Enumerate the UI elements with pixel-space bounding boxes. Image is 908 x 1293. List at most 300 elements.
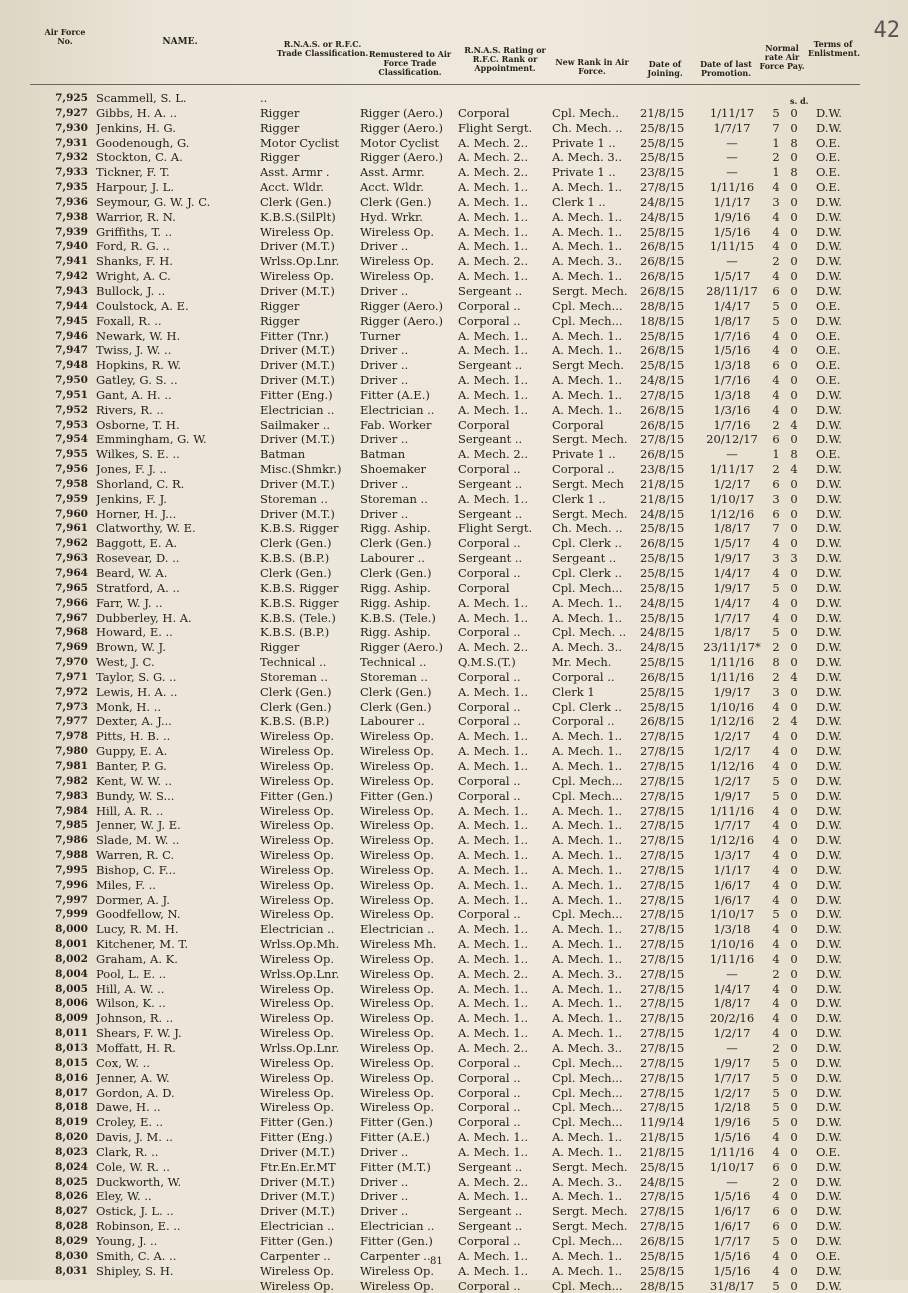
row-name: Griffiths, T. ..: [96, 225, 246, 240]
row-pay-shillings: 4: [770, 239, 782, 254]
row-new-rank: Cpl. Mech...: [552, 581, 638, 596]
row-remustered: Wireless Op.: [360, 967, 456, 982]
row-pay-pence: 0: [788, 982, 800, 997]
row-new-rank: A. Mech. 1..: [552, 818, 638, 833]
row-terms: D.W.: [816, 521, 862, 536]
row-date-last-promotion: 1/12/16: [700, 833, 764, 848]
row-terms: D.W.: [816, 581, 862, 596]
row-new-rank: Sergt. Mech.: [552, 1160, 638, 1175]
row-name: Stratford, A. ..: [96, 581, 246, 596]
row-pay-pence: 0: [788, 1279, 800, 1293]
row-remustered: Hyd. Wrkr.: [360, 210, 456, 225]
row-date-joining: 27/8/15: [640, 744, 698, 759]
row-rnas-trade: Wireless Op.: [260, 1056, 356, 1071]
row-terms: D.W.: [816, 714, 862, 729]
row-pay-shillings: 4: [770, 596, 782, 611]
row-remustered: Rigg. Aship.: [360, 625, 456, 640]
row-remustered: Wireless Op.: [360, 1056, 456, 1071]
row-air-force-no: 8,013: [30, 1041, 88, 1056]
row-terms: D.W.: [816, 1219, 862, 1234]
row-date-last-promotion: 1/7/17: [700, 1071, 764, 1086]
row-rnas-trade: Wrlss.Op.Lnr.: [260, 1041, 356, 1056]
row-rating: Corporal ..: [458, 625, 550, 640]
row-name: Wilson, K. ..: [96, 996, 246, 1011]
row-rnas-trade: Fitter (Gen.): [260, 1234, 356, 1249]
row-terms: D.W.: [816, 655, 862, 670]
row-terms: D.W.: [816, 937, 862, 952]
row-rating: A. Mech. 2..: [458, 1175, 550, 1190]
row-date-joining: 21/8/15: [640, 492, 698, 507]
row-name: Shears, F. W. J.: [96, 1026, 246, 1041]
row-remustered: Wireless Op.: [360, 1264, 456, 1279]
row-terms: O.E.: [816, 329, 862, 344]
row-pay-pence: 0: [788, 744, 800, 759]
row-date-joining: 26/8/15: [640, 1234, 698, 1249]
row-rating: A. Mech. 1..: [458, 239, 550, 254]
row-name: Rosevear, D. ..: [96, 551, 246, 566]
row-pay-pence: 0: [788, 1071, 800, 1086]
row-date-last-promotion: 1/3/16: [700, 403, 764, 418]
row-remustered: Clerk (Gen.): [360, 566, 456, 581]
row-name: Cox, W. ..: [96, 1056, 246, 1071]
row-remustered: Rigger (Aero.): [360, 640, 456, 655]
row-pay-shillings: 5: [770, 106, 782, 121]
row-date-joining: 24/8/15: [640, 1175, 698, 1190]
row-rating: Corporal ..: [458, 314, 550, 329]
table-row: [30, 1071, 870, 1086]
row-terms: D.W.: [816, 388, 862, 403]
row-date-joining: 27/8/15: [640, 1056, 698, 1071]
row-rating: A. Mech. 1..: [458, 1145, 550, 1160]
row-air-force-no: 7,999: [30, 907, 88, 922]
row-pay-shillings: 4: [770, 1011, 782, 1026]
row-pay-shillings: 4: [770, 818, 782, 833]
row-rnas-trade: K.B.S. (Tele.): [260, 611, 356, 626]
row-date-joining: 27/8/15: [640, 937, 698, 952]
row-remustered: Driver ..: [360, 1204, 456, 1219]
row-new-rank: A. Mech. 1..: [552, 848, 638, 863]
row-remustered: Driver ..: [360, 1145, 456, 1160]
row-rnas-trade: Batman: [260, 447, 356, 462]
row-new-rank: Cpl. Mech...: [552, 1234, 638, 1249]
row-air-force-no: 7,942: [30, 269, 88, 284]
row-date-joining: 27/8/15: [640, 1100, 698, 1115]
row-new-rank: A. Mech. 1..: [552, 269, 638, 284]
row-remustered: Fitter (M.T.): [360, 1160, 456, 1175]
row-date-last-promotion: 1/8/17: [700, 996, 764, 1011]
row-pay-shillings: 4: [770, 982, 782, 997]
row-new-rank: A. Mech. 1..: [552, 611, 638, 626]
row-new-rank: A. Mech. 3..: [552, 150, 638, 165]
row-air-force-no: 7,997: [30, 893, 88, 908]
row-date-joining: 27/8/15: [640, 878, 698, 893]
row-remustered: Storeman ..: [360, 670, 456, 685]
row-rating: A. Mech. 2..: [458, 1041, 550, 1056]
row-remustered: Wireless Op.: [360, 1011, 456, 1026]
row-pay-shillings: 6: [770, 507, 782, 522]
row-name: Dubberley, H. A.: [96, 611, 246, 626]
row-rating: Corporal ..: [458, 1115, 550, 1130]
row-pay-pence: 0: [788, 1264, 800, 1279]
table-row: [30, 937, 870, 952]
row-terms: D.W.: [816, 774, 862, 789]
row-pay-shillings: 5: [770, 774, 782, 789]
table-row: [30, 447, 870, 462]
row-rnas-trade: Fitter (Eng.): [260, 388, 356, 403]
row-date-last-promotion: 20/2/16: [700, 1011, 764, 1026]
table-row: [30, 566, 870, 581]
row-terms: D.W.: [816, 403, 862, 418]
row-pay-pence: 0: [788, 878, 800, 893]
row-name: West, J. C.: [96, 655, 246, 670]
row-rating: Sergeant ..: [458, 551, 550, 566]
row-new-rank: Sergt. Mech.: [552, 432, 638, 447]
row-name: Baggott, E. A.: [96, 536, 246, 551]
row-air-force-no: 7,984: [30, 804, 88, 819]
row-pay-shillings: 6: [770, 477, 782, 492]
table-row: [30, 403, 870, 418]
row-name: Horner, H. J...: [96, 507, 246, 522]
row-rating: A. Mech. 1..: [458, 818, 550, 833]
row-remustered: Wireless Op.: [360, 269, 456, 284]
row-name: Stockton, C. A.: [96, 150, 246, 165]
row-remustered: Driver ..: [360, 239, 456, 254]
row-name: Emmingham, G. W.: [96, 432, 246, 447]
row-date-joining: 27/8/15: [640, 1086, 698, 1101]
row-new-rank: A. Mech. 1..: [552, 952, 638, 967]
row-name: Scammell, S. L.: [96, 91, 246, 106]
row-air-force-no: 7,954: [30, 432, 88, 447]
row-date-last-promotion: 1/11/16: [700, 952, 764, 967]
row-remustered: Fitter (Gen.): [360, 789, 456, 804]
row-terms: D.W.: [816, 492, 862, 507]
table-row: [30, 893, 870, 908]
row-date-joining: 27/8/15: [640, 432, 698, 447]
row-pay-shillings: 2: [770, 462, 782, 477]
table-row: [30, 492, 870, 507]
row-rating: Corporal ..: [458, 670, 550, 685]
row-air-force-no: 8,002: [30, 952, 88, 967]
row-date-joining: 27/8/15: [640, 1011, 698, 1026]
row-date-joining: 27/8/15: [640, 759, 698, 774]
row-pay-shillings: 5: [770, 581, 782, 596]
row-air-force-no: 7,939: [30, 225, 88, 240]
footer-number: 81: [430, 1256, 443, 1267]
row-air-force-no: 7,970: [30, 655, 88, 670]
table-row: [30, 729, 870, 744]
row-terms: D.W.: [816, 596, 862, 611]
row-rnas-trade: Wrlss.Op.Lnr.: [260, 967, 356, 982]
row-terms: D.W.: [816, 314, 862, 329]
row-pay-pence: 0: [788, 1011, 800, 1026]
row-name: Gatley, G. S. ..: [96, 373, 246, 388]
row-date-last-promotion: 1/5/17: [700, 536, 764, 551]
row-pay-pence: 0: [788, 403, 800, 418]
row-rating: A. Mech. 1..: [458, 952, 550, 967]
row-terms: D.W.: [816, 432, 862, 447]
table-row: [30, 714, 870, 729]
row-name: Ford, R. G. ..: [96, 239, 246, 254]
row-pay-shillings: 6: [770, 432, 782, 447]
row-air-force-no: 7,966: [30, 596, 88, 611]
row-rating: A. Mech. 1..: [458, 269, 550, 284]
row-pay-pence: 0: [788, 1204, 800, 1219]
row-date-joining: 25/8/15: [640, 225, 698, 240]
row-date-last-promotion: —: [700, 254, 764, 269]
row-date-joining: 26/8/15: [640, 403, 698, 418]
row-date-joining: 21/8/15: [640, 106, 698, 121]
row-air-force-no: 8,009: [30, 1011, 88, 1026]
row-remustered: Shoemaker: [360, 462, 456, 477]
row-date-joining: 26/8/15: [640, 269, 698, 284]
row-name: Clark, R. ..: [96, 1145, 246, 1160]
row-rnas-trade: Wireless Op.: [260, 729, 356, 744]
row-name: Ostick, J. L. ..: [96, 1204, 246, 1219]
row-rnas-trade: Wireless Op.: [260, 818, 356, 833]
row-date-last-promotion: 20/12/17: [700, 432, 764, 447]
row-rating: A. Mech. 1..: [458, 329, 550, 344]
table-row: [30, 195, 870, 210]
row-rating: A. Mech. 1..: [458, 744, 550, 759]
table-row: [30, 358, 870, 373]
table-row: [30, 551, 870, 566]
row-date-last-promotion: 1/9/16: [700, 1115, 764, 1130]
row-pay-pence: 0: [788, 566, 800, 581]
row-pay-pence: 0: [788, 685, 800, 700]
table-row: [30, 343, 870, 358]
row-name: Lucy, R. M. H.: [96, 922, 246, 937]
table-row: [30, 1175, 870, 1190]
row-remustered: Rigger (Aero.): [360, 299, 456, 314]
row-rating: Corporal: [458, 418, 550, 433]
row-air-force-no: 7,988: [30, 848, 88, 863]
table-row: [30, 329, 870, 344]
row-rating: A. Mech. 1..: [458, 596, 550, 611]
row-pay-shillings: 4: [770, 700, 782, 715]
row-date-last-promotion: 1/6/17: [700, 1204, 764, 1219]
row-rating: Corporal ..: [458, 1056, 550, 1071]
row-date-last-promotion: 1/10/17: [700, 492, 764, 507]
row-remustered: Rigger (Aero.): [360, 106, 456, 121]
row-terms: D.W.: [816, 1264, 862, 1279]
row-new-rank: Cpl. Clerk ..: [552, 700, 638, 715]
row-terms: D.W.: [816, 418, 862, 433]
table-row: [30, 700, 870, 715]
row-air-force-no: 7,986: [30, 833, 88, 848]
row-terms: O.E.: [816, 373, 862, 388]
row-date-last-promotion: 23/11/17*: [700, 640, 764, 655]
row-air-force-no: 7,977: [30, 714, 88, 729]
table-row: [30, 789, 870, 804]
row-date-joining: 25/8/15: [640, 581, 698, 596]
row-new-rank: A. Mech. 1..: [552, 878, 638, 893]
table-row: [30, 863, 870, 878]
row-name: Robinson, E. ..: [96, 1219, 246, 1234]
row-pay-pence: 0: [788, 536, 800, 551]
row-new-rank: A. Mech. 1..: [552, 1011, 638, 1026]
row-rnas-trade: Fitter (Gen.): [260, 1115, 356, 1130]
row-pay-shillings: 4: [770, 373, 782, 388]
row-terms: D.W.: [816, 254, 862, 269]
row-air-force-no: 8,023: [30, 1145, 88, 1160]
row-date-joining: 26/8/15: [640, 536, 698, 551]
row-date-joining: 27/8/15: [640, 967, 698, 982]
header-rnas-rating: R.N.A.S. Rating or R.F.C. Rank or Appointment.: [455, 46, 555, 73]
row-date-joining: 25/8/15: [640, 566, 698, 581]
row-terms: D.W.: [816, 284, 862, 299]
row-remustered: Labourer ..: [360, 714, 456, 729]
row-terms: D.W.: [816, 566, 862, 581]
row-terms: D.W.: [816, 640, 862, 655]
row-new-rank: Private 1 ..: [552, 136, 638, 151]
row-pay-shillings: 5: [770, 1100, 782, 1115]
row-remustered: Wireless Op.: [360, 952, 456, 967]
row-pay-shillings: 2: [770, 150, 782, 165]
row-rating: A. Mech. 2..: [458, 447, 550, 462]
row-new-rank: Ch. Mech. ..: [552, 121, 638, 136]
row-date-joining: 27/8/15: [640, 388, 698, 403]
row-pay-shillings: 3: [770, 551, 782, 566]
row-name: Osborne, T. H.: [96, 418, 246, 433]
row-pay-shillings: 2: [770, 714, 782, 729]
row-date-last-promotion: 1/3/18: [700, 388, 764, 403]
row-name: Young, J. ..: [96, 1234, 246, 1249]
row-air-force-no: 7,947: [30, 343, 88, 358]
row-new-rank: A. Mech. 1..: [552, 804, 638, 819]
row-rnas-trade: Storeman ..: [260, 670, 356, 685]
table-row: [30, 907, 870, 922]
row-rating: Corporal ..: [458, 1086, 550, 1101]
table-row: [30, 1249, 870, 1264]
row-date-last-promotion: 1/6/17: [700, 878, 764, 893]
row-date-joining: 25/8/15: [640, 685, 698, 700]
table-row: [30, 121, 870, 136]
row-terms: D.W.: [816, 225, 862, 240]
row-new-rank: A. Mech. 1..: [552, 343, 638, 358]
row-terms: D.W.: [816, 1086, 862, 1101]
row-date-last-promotion: 1/12/16: [700, 507, 764, 522]
table-row: [30, 670, 870, 685]
row-rating: Corporal: [458, 106, 550, 121]
row-date-last-promotion: 1/5/17: [700, 269, 764, 284]
row-remustered: Wireless Op.: [360, 878, 456, 893]
row-rnas-trade: Carpenter ..: [260, 1249, 356, 1264]
row-air-force-no: 7,981: [30, 759, 88, 774]
row-pay-pence: 4: [788, 462, 800, 477]
row-rating: A. Mech. 2..: [458, 150, 550, 165]
row-date-last-promotion: —: [700, 1175, 764, 1190]
row-date-joining: 25/8/15: [640, 551, 698, 566]
row-date-last-promotion: 1/11/16: [700, 670, 764, 685]
row-new-rank: A. Mech. 1..: [552, 225, 638, 240]
row-remustered: Wireless Op.: [360, 1041, 456, 1056]
row-remustered: Wireless Op.: [360, 1086, 456, 1101]
row-terms: D.W.: [816, 477, 862, 492]
row-new-rank: Sergt. Mech.: [552, 284, 638, 299]
row-rnas-trade: Acct. Wldr.: [260, 180, 356, 195]
row-pay-pence: 0: [788, 952, 800, 967]
row-pay-pence: 0: [788, 967, 800, 982]
row-air-force-no: 8,016: [30, 1071, 88, 1086]
row-rnas-trade: Wireless Op.: [260, 1086, 356, 1101]
row-air-force-no: 8,011: [30, 1026, 88, 1041]
row-pay-shillings: 1: [770, 136, 782, 151]
row-pay-shillings: 5: [770, 907, 782, 922]
row-pay-pence: 0: [788, 1056, 800, 1071]
row-terms: D.W.: [816, 210, 862, 225]
row-pay-pence: 4: [788, 418, 800, 433]
row-date-last-promotion: 1/5/16: [700, 225, 764, 240]
table-row: [30, 1264, 870, 1279]
row-new-rank: A. Mech. 1..: [552, 922, 638, 937]
row-date-joining: 21/8/15: [640, 1130, 698, 1145]
row-air-force-no: 7,941: [30, 254, 88, 269]
row-rnas-trade: K.B.S. (B.P.): [260, 551, 356, 566]
row-date-joining: 24/8/15: [640, 596, 698, 611]
row-name: Gordon, A. D.: [96, 1086, 246, 1101]
row-pay-pence: 0: [788, 150, 800, 165]
row-terms: D.W.: [816, 1204, 862, 1219]
row-terms: D.W.: [816, 685, 862, 700]
row-new-rank: Cpl. Mech...: [552, 1056, 638, 1071]
table-row: [30, 1086, 870, 1101]
row-rnas-trade: Wrlss.Op.Lnr.: [260, 254, 356, 269]
row-rnas-trade: Wireless Op.: [260, 848, 356, 863]
row-rnas-trade: Wireless Op.: [260, 996, 356, 1011]
row-terms: D.W.: [816, 952, 862, 967]
row-air-force-no: 7,956: [30, 462, 88, 477]
row-rating: A. Mech. 1..: [458, 492, 550, 507]
row-pay-pence: 0: [788, 848, 800, 863]
row-date-last-promotion: 1/2/17: [700, 1086, 764, 1101]
table-row: [30, 685, 870, 700]
row-date-joining: 25/8/15: [640, 1264, 698, 1279]
row-remustered: Labourer ..: [360, 551, 456, 566]
row-pay-shillings: 4: [770, 210, 782, 225]
header-rule: [30, 84, 860, 85]
row-rating: A. Mech. 2..: [458, 640, 550, 655]
row-name: Brown, W. J.: [96, 640, 246, 655]
row-date-joining: 25/8/15: [640, 150, 698, 165]
row-rnas-trade: Wireless Op.: [260, 1026, 356, 1041]
row-pay-pence: 0: [788, 1219, 800, 1234]
row-pay-shillings: 4: [770, 848, 782, 863]
row-air-force-no: 7,996: [30, 878, 88, 893]
row-new-rank: Cpl. Mech..: [552, 106, 638, 121]
header-terms: Terms of Enlistment.: [808, 40, 858, 58]
row-rnas-trade: Wrlss.Op.Mh.: [260, 937, 356, 952]
row-terms: D.W.: [816, 1234, 862, 1249]
row-remustered: Wireless Op.: [360, 804, 456, 819]
row-pay-shillings: 6: [770, 284, 782, 299]
row-pay-pence: 0: [788, 106, 800, 121]
row-rating: A. Mech. 2..: [458, 254, 550, 269]
row-pay-shillings: 7: [770, 121, 782, 136]
row-pay-pence: 0: [788, 818, 800, 833]
row-new-rank: Cpl. Mech...: [552, 1100, 638, 1115]
table-row: [30, 1011, 870, 1026]
row-air-force-no: 7,963: [30, 551, 88, 566]
row-pay-shillings: 4: [770, 759, 782, 774]
row-rating: Corporal ..: [458, 774, 550, 789]
row-rating: A. Mech. 1..: [458, 403, 550, 418]
row-date-last-promotion: —: [700, 165, 764, 180]
row-pay-pence: 0: [788, 996, 800, 1011]
row-pay-pence: 0: [788, 299, 800, 314]
row-rnas-trade: Clerk (Gen.): [260, 566, 356, 581]
table-row: [30, 1189, 870, 1204]
row-rating: Corporal ..: [458, 789, 550, 804]
